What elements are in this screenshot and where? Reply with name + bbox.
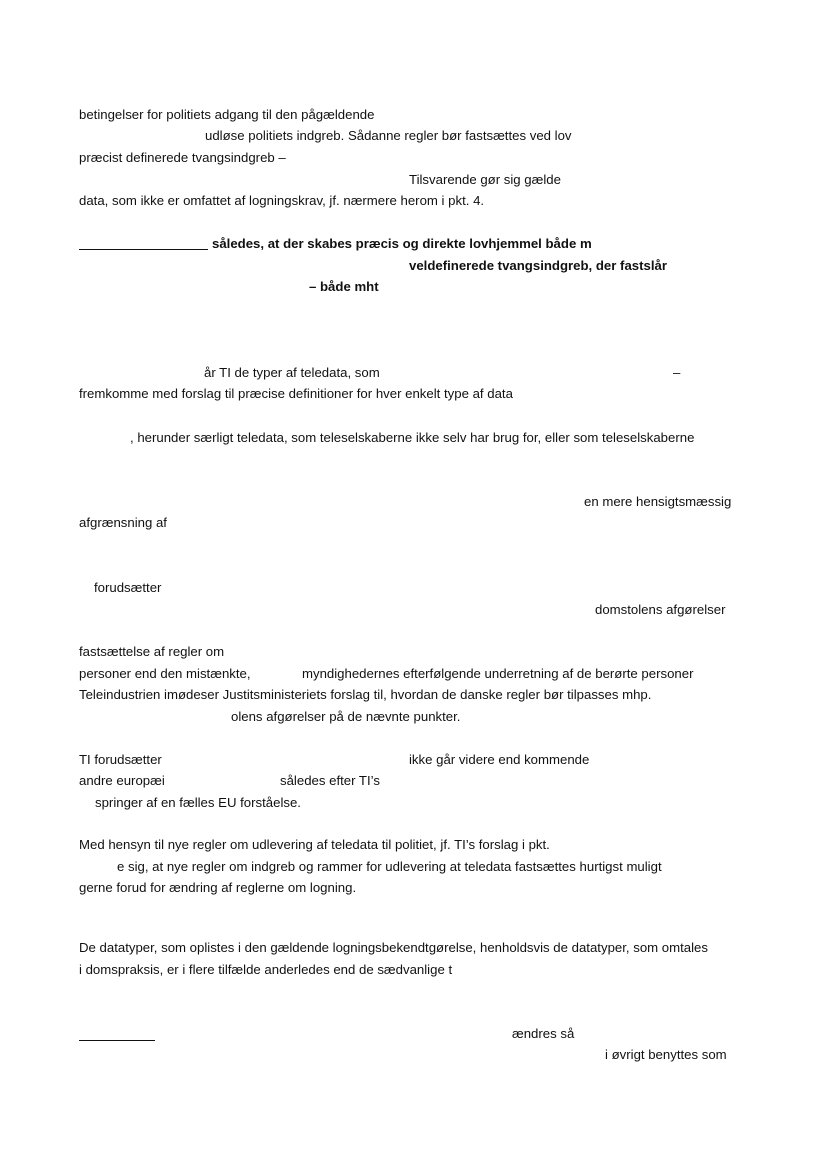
text-line: ændres så xyxy=(512,1026,575,1041)
text-line: olens afgørelser på de nævnte punkter. xyxy=(231,709,461,724)
text-line: , herunder særligt teledata, som teleselskaberne ikke selv har brug for, eller som teleselskaberne xyxy=(130,430,695,445)
text-line: myndighedernes efterfølgende underretning af de berørte personer xyxy=(302,666,694,681)
text-line: år TI de typer af teledata, som xyxy=(204,365,380,380)
text-line: domstolens afgørelser xyxy=(595,602,726,617)
text-line: Teleindustrien imødeser Justitsministeriets forslag til, hvordan de danske regler bør tilpasses mhp. xyxy=(79,687,652,702)
text-line: i øvrigt benyttes som xyxy=(605,1047,727,1062)
text-line: Med hensyn til nye regler om udlevering af teledata til politiet, jf. TI’s forslag i pkt. xyxy=(79,837,550,852)
text-line: gerne forud for ændring af reglerne om logning. xyxy=(79,880,357,895)
text-line: udløse politiets indgreb. Sådanne regler bør fastsættes ved lov xyxy=(205,128,572,143)
text-line: data, som ikke er omfattet af logningskrav, jf. nærmere herom i pkt. 4. xyxy=(79,193,485,208)
text-line: fastsættelse af regler om xyxy=(79,644,225,659)
underline-rule xyxy=(79,249,208,250)
text-line: andre europæi xyxy=(79,773,165,788)
text-line: således efter TI’s xyxy=(280,773,380,788)
text-line: e sig, at nye regler om indgreb og rammer for udlevering at teledata fastsættes hurtigst muligt xyxy=(117,859,662,874)
text-dash: – xyxy=(673,365,681,380)
text-line: De datatyper, som oplistes i den gældende logningsbekendtgørelse, henholdsvis de datatyper, som omtales xyxy=(79,940,708,955)
text-line: personer end den mistænkte, xyxy=(79,666,251,681)
underline-rule xyxy=(79,1040,155,1041)
text-line: præcist definerede tvangsindgreb – xyxy=(79,150,286,165)
text-line: i domspraksis, er i flere tilfælde anderledes end de sædvanlige t xyxy=(79,962,453,977)
text-line: Tilsvarende gør sig gælde xyxy=(409,172,561,187)
bold-text-line: således, at der skabes præcis og direkte lovhjemmel både m xyxy=(212,236,592,251)
text-line: fremkomme med forslag til præcise definitioner for hver enkelt type af data xyxy=(79,386,513,401)
text-line: TI forudsætter xyxy=(79,752,162,767)
text-line: betingelser for politiets adgang til den pågældende xyxy=(79,107,375,122)
text-line: springer af en fælles EU forståelse. xyxy=(95,795,301,810)
text-line: ikke går videre end kommende xyxy=(409,752,590,767)
bold-text-line: – både mht xyxy=(309,279,379,294)
text-line: afgrænsning af xyxy=(79,515,167,530)
text-line: en mere hensigtsmæssig xyxy=(584,494,732,509)
bold-text-line: veldefinerede tvangsindgreb, der fastslår xyxy=(409,258,667,273)
text-line: forudsætter xyxy=(94,580,162,595)
